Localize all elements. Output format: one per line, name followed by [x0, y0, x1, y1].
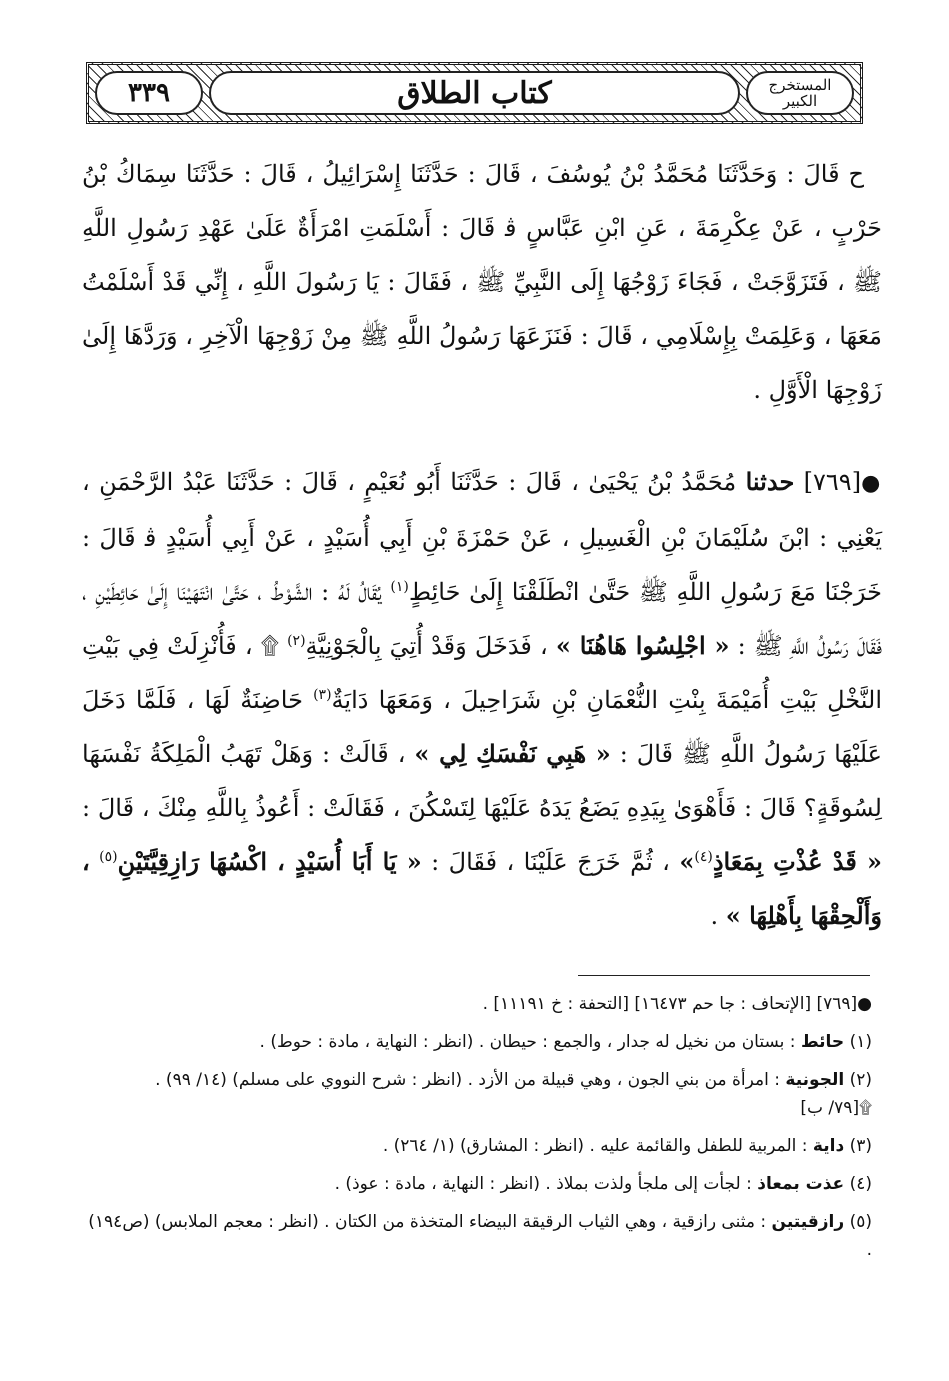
footnote-source: ●[٧٦٩] [الإتحاف : جا حم ١٦٤٧٣] [التحفة : خ ١١١٩١] . — [482, 994, 872, 1014]
quote-abu-usayd: « يَا أَبَا أُسَيْدٍ ، اكْسُهَا رَازِقِيَّتَيْنِ — [117, 847, 422, 876]
logo-text — [769, 77, 832, 109]
hadith-paragraph-1 — [82, 147, 882, 417]
folio-reference: ۩[٧٩/ ب] — [800, 1098, 872, 1118]
footnote-ref-3: (٣) — [313, 687, 332, 703]
hadith-number: [٧٦٩] — [803, 468, 862, 496]
chapter-title: كتاب الطلاق — [397, 75, 552, 111]
footnote-2-text: : امرأة من بني الجون ، وهي قبيلة من الأزد . (انظر : شرح النووي على مسلم) (١٤/ ٩٩) . — [155, 1070, 780, 1090]
bullet-icon: ● — [861, 471, 882, 496]
para2-seg3: خَرَجْنَا مَعَ رَسُولِ اللَّهِ ﷺ حَتَّىٰ انْطَلَقْنَا إِلَىٰ حَائِطٍ — [408, 578, 883, 606]
footnote-5-number: (٥) — [849, 1212, 872, 1232]
quote-end-mark: » — [679, 847, 695, 876]
book-logo — [746, 71, 854, 115]
para1-line-3: ﷺ ، فَتَزَوَّجَتْ ، فَجَاءَ زَوْجُهَا إِلَى النَّبِيِّ ﷺ ، فَقَالَ : يَا رَسُولَ اللَّهِ ، إِنِّي قَدْ أَسْلَمْتُ — [82, 268, 882, 296]
para2-seg7: حَاضِنَةٌ لَهَا ، فَلَمَّا دَخَلَ عَلَيْهَا رَسُولُ اللَّهِ ﷺ قَالَ : — [82, 686, 882, 768]
footnote-4-number: (٤) — [849, 1174, 872, 1194]
footnote-3 — [82, 1132, 872, 1160]
para2-seg2: يَعْنِي : ابْنَ سُلَيْمَانَ بْنِ الْغَسِيلِ ، عَنْ حَمْزَةَ بْنِ أَبِي أُسَيْدٍ ، عَنْ أَبِي أُسَيْدٍ ﭬ قَالَ : — [82, 524, 882, 552]
page-number-cartouche — [95, 71, 203, 115]
page-number: ٣٣٩ — [128, 78, 170, 108]
para2-seg9: ، ثُمَّ خَرَجَ عَلَيْنَا ، فَقَالَ : — [431, 848, 670, 876]
para1-line-1: ح قَالَ : وَحَدَّثَنَا مُحَمَّدُ بْنُ يُوسُفَ ، قَالَ : حَدَّثَنَا إِسْرَائِيلُ ، قَالَ : حَدَّثَنَا سِمَاكُ بْنُ — [82, 160, 864, 188]
footnote-3-number: (٣) — [849, 1136, 872, 1156]
para2-seg6: فَأُنْزِلَتْ فِي بَيْتِ النَّخْلِ بَيْتِ أُمَيْمَةَ بِنْتِ النُّعْمَانِ بْنِ شَرَاحِيلَ ، وَمَعَهَا دَايَةٌ — [82, 632, 882, 714]
logo-line-2: الكبير — [782, 92, 818, 110]
footnote-ref-5: (٥) — [99, 849, 118, 865]
haddathana-word: حدثنا — [745, 467, 795, 496]
para2-intro: مُحَمَّدُ بْنُ يَحْيَىٰ ، قَالَ : حَدَّثَنَا أَبُو نُعَيْمٍ ، قَالَ : حَدَّثَنَا عَبْدُ الرَّحْمَنِ ، — [82, 468, 737, 496]
folio-mark: ۩ ، — [244, 632, 279, 660]
quote-give-yourself: « هَبِي نَفْسَكِ لِي » — [414, 739, 611, 768]
quote-sought-refuge: « قَدْ عُذْتِ بِمَعَاذٍ — [712, 847, 882, 876]
footnote-separator — [578, 975, 870, 976]
footnote-5 — [82, 1208, 872, 1264]
hadith-paragraph-769 — [82, 455, 882, 943]
footnote-2-term: الجونية — [785, 1070, 845, 1090]
chapter-title-frame — [209, 71, 740, 115]
para1-line-5: إِلَىٰ زَوْجِهَا الْأَوَّلِ . — [82, 322, 882, 404]
footnote-3-term: داية — [812, 1136, 845, 1156]
para2-end: . — [710, 902, 719, 930]
para2-seg5: ، فَدَخَلَ وَقَدْ أُتِيَ بِالْجَوْنِيَّةِ — [305, 632, 548, 660]
quote-sit-here: « اجْلِسُوا هَاهُنَا » — [555, 631, 730, 660]
footnote-ref-2: (٢) — [287, 633, 306, 649]
footnote-ref-1: (١) — [390, 579, 409, 595]
footnote-2 — [82, 1066, 872, 1122]
footnotes — [82, 990, 872, 1274]
para2-seg8: ، قَالَتْ : وَهَلْ تَهَبُ الْمَلِكَةُ نَفْسَهَا لِسُوقَةٍ؟ قَالَ : فَأَهْوَىٰ بِيَدِهِ يَضَعُ يَدَهُ عَلَيْهَا لِتَسْكُنَ ، فَقَالَتْ : أَعُوذُ بِاللَّهِ مِنْكَ ، قَالَ : — [82, 740, 882, 822]
footnote-4 — [82, 1170, 872, 1198]
footnote-2-number: (٢) — [849, 1070, 872, 1090]
footnote-1-number: (١) — [849, 1032, 872, 1052]
footnote-5-term: رازقيتين — [771, 1212, 845, 1232]
para2-seg4: يُقَالُ لَهُ : الشَّوْطُ ، حَتَّىٰ انْتَهَيْنَا إِلَىٰ حَائِطَيْنِ ، فَقَالَ رَسُولُ اللَّهِ ﷺ : — [82, 578, 882, 660]
para1-line-2: حَرْبٍ ، عَنْ عِكْرِمَةَ ، عَنِ ابْنِ عَبَّاسٍ ﭬ قَالَ : أَسْلَمَتِ امْرَأَةٌ عَلَىٰ عَهْدِ رَسُولِ اللَّهِ — [82, 214, 882, 242]
footnote-4-term: عذت بمعاذ — [757, 1174, 845, 1194]
footnote-4-text: : لجأت إلى ملجأ ولذت بملاذ . (انظر : النهاية ، مادة : عوذ) . — [334, 1174, 752, 1194]
logo-line-1: المستخرج — [768, 76, 832, 94]
footnote-1 — [82, 1028, 872, 1056]
para1-line-4: مَعَهَا ، وَعَلِمَتْ بِإِسْلَامِي ، قَالَ : فَنَزَعَهَا رَسُولُ اللَّهِ ﷺ مِنْ زَوْجِهَا الْآخِرِ ، وَرَدَّهَا — [123, 322, 882, 350]
footnote-3-text: : المربية للطفل والقائمة عليه . (انظر : المشارق) (١/ ٢٦٤) . — [382, 1136, 808, 1156]
page-header — [86, 62, 863, 124]
footnote-ref-4: (٤) — [694, 849, 713, 865]
quote-abu-usayd-end: ، وَأَلْحِقْهَا بِأَهْلِهَا » — [82, 847, 882, 930]
footnote-1-term: حائط — [800, 1032, 845, 1052]
footnote-5-text: : مثنى رازقية ، وهي الثياب الرقيقة البيضاء المتخذة من الكتان . (انظر : معجم الملابس) (ص١٩٤) . — [88, 1212, 872, 1260]
footnote-1-text: : بستان من نخيل له جدار ، والجمع : حيطان . (انظر : النهاية ، مادة : حوط) . — [259, 1032, 796, 1052]
